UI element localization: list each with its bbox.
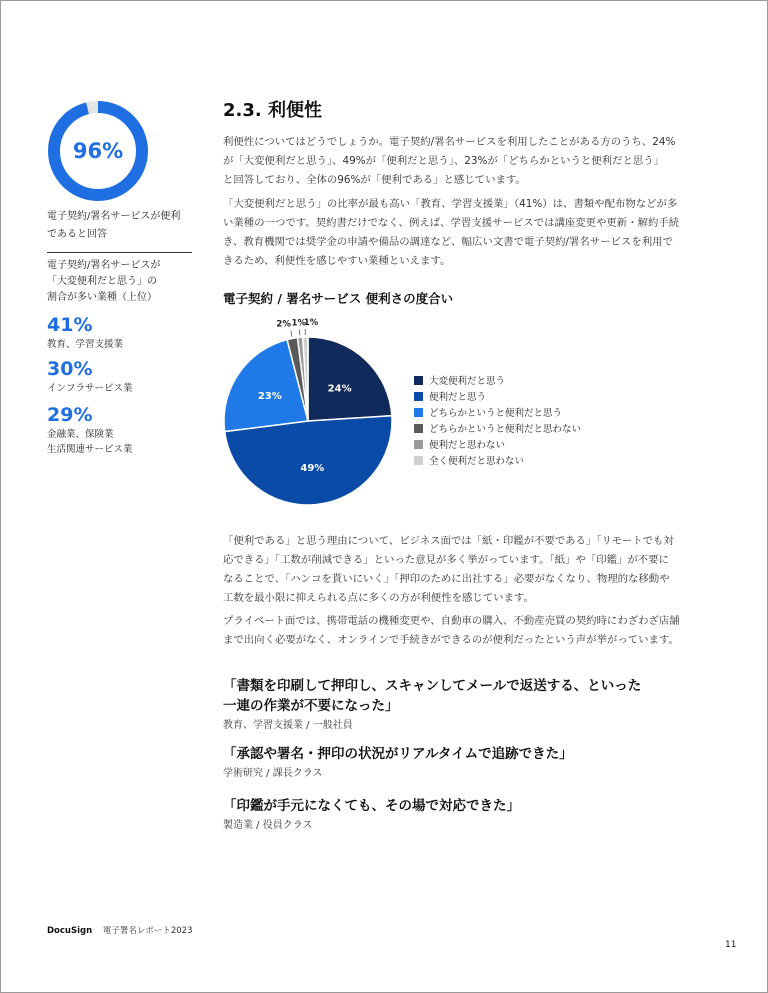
- legend-item: [414, 372, 581, 388]
- legend-label: どちらかというと便利だと思う: [429, 408, 563, 419]
- text-line: まで出向く必要がなく、オンラインで手続きができるのが便利だったという声が挙がっています。: [223, 634, 679, 646]
- stat-education: [47, 313, 197, 352]
- text-line: き、教育機関では奨学金の申請や備品の調達など、幅広い文書で電子契約/署名サービスを利用で: [223, 236, 673, 248]
- quote-source: 製造業 / 役員クラス: [223, 820, 313, 831]
- slice-label: 49%: [300, 462, 325, 474]
- section-title: 2.3. 利便性: [223, 100, 322, 121]
- chart-legend: [414, 372, 581, 468]
- slice-leader-line: [291, 331, 292, 337]
- brand-logo: DocuSign: [47, 926, 93, 936]
- footer: [47, 924, 193, 936]
- slice-label: 1%: [291, 318, 306, 329]
- page-number: 11: [725, 940, 737, 950]
- heading-line: 割合が多い業種（上位）: [47, 292, 157, 303]
- donut-value: 96%: [72, 139, 124, 163]
- slice-label: 24%: [327, 383, 352, 395]
- legend-label: 便利だと思わない: [429, 440, 506, 451]
- text-line: 工数を最小限に抑えられる点に多くの方が利便性を感じています。: [223, 592, 534, 604]
- caption-line: 電子契約/署名サービスが便利: [47, 211, 181, 222]
- text-line: 利便性についてはどうでしょうか。電子契約/署名サービスを利用したことがある方のうち、24%: [223, 136, 676, 148]
- stat-infrastructure: [47, 357, 197, 396]
- legend-swatch: [414, 424, 423, 433]
- heading-line: 「大変便利だと思う」の: [47, 276, 157, 287]
- stat-label: 生活関連サービス業: [47, 444, 133, 455]
- paragraph-4: [223, 612, 728, 650]
- stat-label: インフラサービス業: [47, 383, 133, 394]
- quote-source: 学術研究 / 課長クラス: [223, 768, 323, 779]
- quote-line: 一連の作業が不要になった」: [223, 698, 399, 714]
- text-line: プライベート面では、携帯電話の機種変更や、自動車の購入、不動産売買の契約時にわざわざ店舗: [223, 615, 680, 627]
- legend-swatch: [414, 408, 423, 417]
- heading-line: 電子契約/署名サービスが: [47, 260, 161, 271]
- text-line: 「便利である」と思う理由について、ビジネス面では「紙・印鑑が不要である」「リモートでも対: [223, 535, 674, 547]
- stat-finance: [47, 403, 197, 457]
- legend-swatch: [414, 456, 423, 465]
- stat-percent: 30%: [47, 358, 93, 380]
- caption-line: であると回答: [47, 229, 107, 240]
- quote-line: 「書類を印刷して押印し、スキャンしてメールで返送する、といった: [223, 678, 642, 694]
- legend-label: 便利だと思う: [429, 392, 487, 403]
- quote-source: 教育、学習支援業 / 一般社員: [223, 720, 353, 731]
- text-line: 応できる」「工数が削減できる」といった意見が多く挙がっています。「紙」や「印鑑」が不要に: [223, 554, 669, 566]
- legend-swatch: [414, 392, 423, 401]
- chart-title: 電子契約 / 署名サービス 便利さの度合い: [223, 291, 454, 306]
- legend-item: [414, 420, 581, 436]
- paragraph-3: [223, 532, 728, 608]
- legend-label: どちらかというと便利だと思わない: [429, 424, 582, 435]
- stat-label: 教育、学習支援業: [47, 339, 124, 350]
- legend-swatch: [414, 440, 423, 449]
- slice-label: 23%: [257, 391, 282, 403]
- legend-item: [414, 404, 581, 420]
- paragraph-2: [223, 195, 728, 271]
- pie-slice: [225, 416, 392, 505]
- legend-item: [414, 436, 581, 452]
- legend-label: 全く便利だと思わない: [429, 456, 525, 467]
- paragraph-1: [223, 133, 728, 190]
- pie-chart: [215, 315, 405, 515]
- pie-slice: [308, 337, 392, 421]
- text-line: 「大変便利だと思う」の比率が最も高い「教育、学習支援業」（41%）は、書類や配布物などが多: [223, 198, 678, 210]
- quote-line: 「承認や署名・押印の状況がリアルタイムで追跡できた」: [223, 746, 573, 762]
- stat-percent: 29%: [47, 404, 93, 426]
- slice-leader-line: [299, 329, 300, 335]
- quote-line: 「印鑑が手元になくても、その場で対応できた」: [223, 798, 520, 814]
- text-line: が「大変便利だと思う」、49%が「便利だと思う」、23%が「どちらかというと便利だと思う」: [223, 155, 665, 167]
- legend-swatch: [414, 376, 423, 385]
- quote-3: [223, 796, 728, 834]
- sidebar-divider: [47, 252, 192, 253]
- legend-label: 大変便利だと思う: [429, 376, 506, 387]
- slice-label: 1%: [303, 318, 319, 329]
- legend-item: [414, 452, 581, 468]
- industry-heading: [47, 258, 197, 306]
- quote-2: [223, 744, 728, 782]
- donut-caption: [47, 208, 197, 244]
- text-line: きるため、利便性を感じやすい業種といえます。: [223, 255, 451, 267]
- slice-label: 2%: [276, 319, 291, 330]
- stat-percent: 41%: [47, 314, 93, 336]
- text-line: なることで、「ハンコを貰いにいく」「押印のために出社する」必要がなくなり、物理的な移動や: [223, 573, 670, 585]
- legend-item: [414, 388, 581, 404]
- stat-label: 金融業、保険業: [47, 429, 114, 440]
- text-line: と回答しており、全体の96%が「便利である」と感じています。: [223, 174, 526, 186]
- text-line: い業種の一つです。契約書だけでなく、例えば、学習支援サービスでは講座変更や更新・解約手続: [223, 217, 680, 229]
- report-name: 電子署名レポート2023: [102, 926, 193, 936]
- quote-1: [223, 676, 728, 734]
